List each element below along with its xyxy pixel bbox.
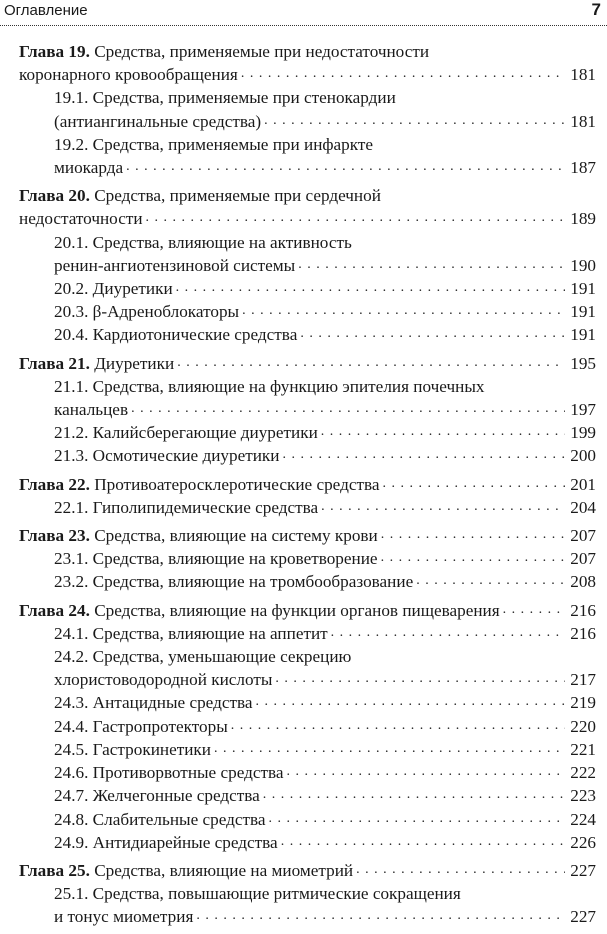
toc-entry-text: 24.4. Гастропротекторы <box>54 716 228 736</box>
toc-entry-text: 20.4. Кардиотонические средства <box>54 325 298 345</box>
toc-entry-line <box>19 444 596 467</box>
section-title: Оглавление <box>4 2 88 19</box>
toc-entry-line <box>19 86 596 109</box>
table-of-contents <box>19 40 596 934</box>
dot-leader <box>298 262 565 268</box>
toc-entry-page-number: 181 <box>570 111 596 131</box>
chapter-title-line <box>19 524 596 547</box>
toc-entry-line <box>19 110 596 133</box>
toc-entry-text: миокарда <box>54 158 124 178</box>
toc-entry-page-number: 208 <box>570 572 596 592</box>
toc-entry-page-number: 191 <box>570 279 596 299</box>
dot-leader <box>416 578 565 584</box>
toc-entry-text: 24.8. Слабительные средства <box>54 809 266 829</box>
toc-entry-page-number: 216 <box>570 623 596 643</box>
dot-leader <box>231 723 565 729</box>
toc-entry-line <box>19 691 596 714</box>
chapter-title: Диуретики <box>94 353 175 373</box>
running-header <box>0 0 607 26</box>
toc-entry-page-number: 226 <box>570 832 596 852</box>
dot-leader <box>131 406 565 412</box>
dot-leader <box>269 816 565 822</box>
toc-entry-page-number: 223 <box>570 786 596 806</box>
chapter-page-number: 189 <box>570 209 596 229</box>
toc-entry-text: 21.1. Средства, влияющие на функцию эпителия почечных <box>54 376 485 396</box>
toc-chapter <box>19 599 596 854</box>
header-rule <box>0 25 607 26</box>
chapter-page-number: 201 <box>570 474 596 494</box>
toc-entry-page-number: 199 <box>570 423 596 443</box>
toc-entry-line <box>19 668 596 691</box>
dot-leader <box>287 769 565 775</box>
toc-entry-page-number: 197 <box>570 400 596 420</box>
toc-entry-page-number: 191 <box>570 325 596 345</box>
toc-entry-text: канальцев <box>54 400 129 420</box>
toc-entry-page-number: 200 <box>570 446 596 466</box>
toc-entry-page-number: 224 <box>570 809 596 829</box>
chapter-label: Глава 21. <box>19 353 90 373</box>
chapter-title: Средства, влияющие на миометрий <box>94 860 354 880</box>
toc-entry-text: 21.2. Калийсберегающие диуретики <box>54 423 318 443</box>
toc-entry-text: 21.3. Осмотические диуретики <box>54 446 280 466</box>
toc-entry-line <box>19 784 596 807</box>
toc-entry-page-number: 219 <box>570 693 596 713</box>
chapter-title-line <box>19 599 596 622</box>
toc-entry-page-number: 207 <box>570 549 596 569</box>
toc-entry-line <box>19 831 596 854</box>
dot-leader <box>146 215 565 221</box>
chapter-title: Средства, влияющие на функции органов пищеварения <box>94 600 500 620</box>
toc-entry-page-number: 204 <box>570 497 596 517</box>
chapter-title-line <box>19 859 596 882</box>
chapter-title-line <box>19 207 596 230</box>
dot-leader <box>381 555 565 561</box>
chapter-page-number: 227 <box>570 860 596 880</box>
toc-entry-page-number: 191 <box>570 302 596 322</box>
toc-entry-text: 20.1. Средства, влияющие на активность <box>54 232 352 252</box>
toc-chapter <box>19 473 596 519</box>
toc-entry-line <box>19 323 596 346</box>
chapter-title-line <box>19 63 596 86</box>
toc-entry-line <box>19 156 596 179</box>
chapter-title-line <box>19 352 596 375</box>
toc-entry-line <box>19 231 596 254</box>
dot-leader <box>177 360 565 366</box>
toc-entry-line <box>19 133 596 156</box>
dot-leader <box>242 308 565 314</box>
toc-chapter <box>19 524 596 594</box>
toc-entry-text: ренин-ангиотензиновой системы <box>54 255 296 275</box>
chapter-title: Средства, применяемые при сердечной <box>94 186 381 206</box>
chapter-title-line <box>19 473 596 496</box>
toc-entry-line <box>19 738 596 761</box>
toc-entry-line <box>19 254 596 277</box>
dot-leader <box>281 839 565 845</box>
toc-entry-line <box>19 375 596 398</box>
toc-entry-text: 24.7. Желчегонные средства <box>54 786 260 806</box>
toc-entry-line <box>19 277 596 300</box>
toc-entry-line <box>19 761 596 784</box>
toc-entry-text: 24.3. Антацидные средства <box>54 693 253 713</box>
toc-entry-page-number: 227 <box>570 907 596 927</box>
toc-entry-line <box>19 496 596 519</box>
toc-entry-text: хлористоводородной кислоты <box>54 670 273 690</box>
toc-entry-page-number: 190 <box>570 255 596 275</box>
toc-entry-line <box>19 421 596 444</box>
chapter-title: Средства, влияющие на систему крови <box>94 526 378 546</box>
toc-entry-line <box>19 570 596 593</box>
toc-entry-page-number: 221 <box>570 739 596 759</box>
chapter-label: Глава 24. <box>19 600 90 620</box>
dot-leader <box>176 285 565 291</box>
dot-leader <box>255 699 565 705</box>
dot-leader <box>381 532 565 538</box>
toc-entry-line <box>19 645 596 668</box>
toc-entry-text: 24.5. Гастрокинетики <box>54 739 211 759</box>
chapter-label: Глава 22. <box>19 474 90 494</box>
dot-leader <box>331 630 565 636</box>
dot-leader <box>264 118 565 124</box>
toc-entry-line <box>19 905 596 928</box>
toc-chapter <box>19 184 596 346</box>
dot-leader <box>283 452 566 458</box>
toc-entry-text: 24.6. Противорвотные средства <box>54 763 284 783</box>
chapter-page-number: 216 <box>570 600 596 620</box>
dot-leader <box>241 71 565 77</box>
dot-leader <box>214 746 565 752</box>
chapter-label: Глава 20. <box>19 186 90 206</box>
toc-entry-line <box>19 715 596 738</box>
toc-entry-page-number: 217 <box>570 670 596 690</box>
toc-entry-text: 20.2. Диуретики <box>54 279 173 299</box>
toc-entry-text: 25.1. Средства, повышающие ритмические сокращения <box>54 884 461 904</box>
chapter-label: Глава 23. <box>19 526 90 546</box>
chapter-title: Средства, применяемые при недостаточности <box>94 42 430 61</box>
toc-entry-text: 23.2. Средства, влияющие на тромбообразование <box>54 572 414 592</box>
toc-entry-line <box>19 398 596 421</box>
toc-entry-line <box>19 808 596 831</box>
toc-entry-line <box>19 547 596 570</box>
page-number: 7 <box>591 0 601 19</box>
toc-entry-line <box>19 300 596 323</box>
toc-entry-line <box>19 622 596 645</box>
toc-chapter <box>19 352 596 468</box>
toc-entry-page-number: 220 <box>570 716 596 736</box>
chapter-title-line <box>19 184 596 207</box>
chapter-label: Глава 25. <box>19 860 90 880</box>
toc-chapter <box>19 859 596 929</box>
dot-leader <box>383 481 566 487</box>
dot-leader <box>196 913 565 919</box>
chapter-page-number: 181 <box>570 65 596 85</box>
toc-entry-text: 19.2. Средства, применяемые при инфаркте <box>54 134 374 154</box>
chapter-title: недостаточности <box>19 209 143 229</box>
dot-leader <box>503 607 565 613</box>
toc-entry-text: 23.1. Средства, влияющие на кроветворение <box>54 549 378 569</box>
toc-entry-text: 24.9. Антидиарейные средства <box>54 832 278 852</box>
toc-entry-text: 22.1. Гиполипидемические средства <box>54 497 319 517</box>
dot-leader <box>321 429 565 435</box>
dot-leader <box>263 792 565 798</box>
toc-entry-text: 24.2. Средства, уменьшающие секрецию <box>54 647 352 667</box>
toc-entry-page-number: 187 <box>570 158 596 178</box>
toc-entry-line <box>19 882 596 905</box>
dot-leader <box>321 504 565 510</box>
chapter-title: Противоатеросклеротические средства <box>94 474 380 494</box>
dot-leader <box>300 331 565 337</box>
chapter-label: Глава 19. <box>19 42 90 61</box>
toc-chapter <box>19 40 596 179</box>
dot-leader <box>275 676 565 682</box>
chapter-page-number: 207 <box>570 526 596 546</box>
toc-entry-page-number: 222 <box>570 763 596 783</box>
toc-entry-text: 19.1. Средства, применяемые при стенокардии <box>54 88 396 108</box>
chapter-title: коронарного кровообращения <box>19 65 238 85</box>
toc-entry-text: и тонус миометрия <box>54 907 194 927</box>
toc-entry-text: 20.3. β-Адреноблокаторы <box>54 302 240 322</box>
chapter-page-number: 195 <box>570 353 596 373</box>
toc-entry-text: 24.1. Средства, влияющие на аппетит <box>54 623 328 643</box>
dot-leader <box>126 164 565 170</box>
dot-leader <box>356 867 565 873</box>
chapter-title-line <box>19 40 596 63</box>
toc-entry-text: (антиангинальные средства) <box>54 111 262 131</box>
